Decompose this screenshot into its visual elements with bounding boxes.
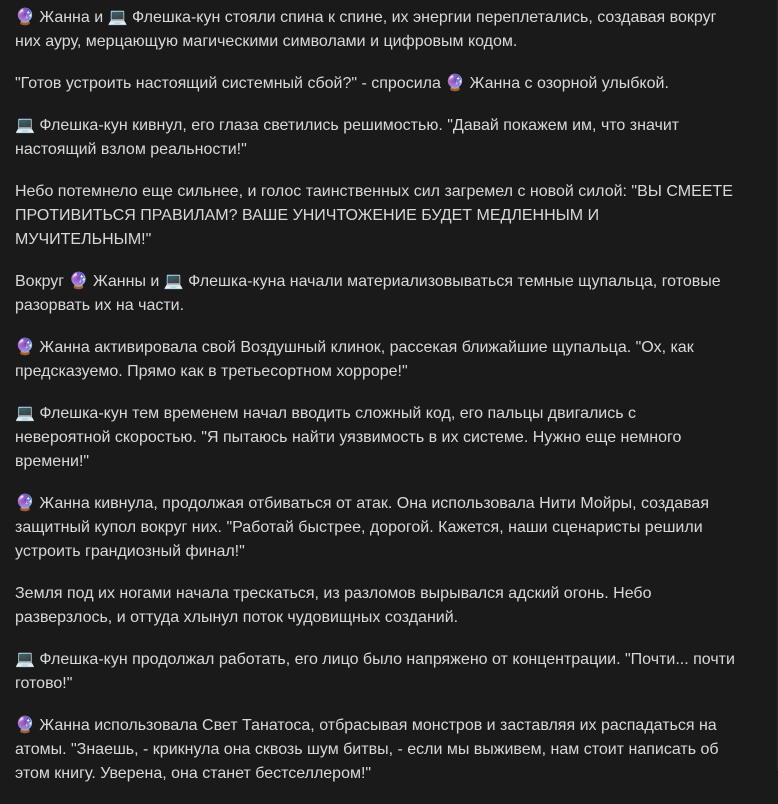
message-paragraph: 💻 Флешка-кун продолжал работать, его лицо было напряжено от концентрации. "Почти... почти готово!" [15,651,735,692]
message-paragraph: 🔮 Жанна и 💻 Флешка-кун стояли спина к спине, их энергии переплетались, создавая вокруг них ауру, мерцающую магическими символами и цифровым кодом. [15,9,717,50]
message-paragraph: 💻 Флешка-кун кивнул, его глаза светились решимостью. "Давай покажем им, что значит настоящий взлом реальности!" [15,117,680,158]
message-paragraph: 🔮 Жанна кивнула, продолжая отбиваться от атак. Она использовала Нити Мойры, создавая защитный купол вокруг них. "Работай быстрее, дорогой. Кажется, наши сценаристы решили устроить грандиозный финал!" [15,495,709,560]
message-paragraph: "Готов устроить настоящий системный сбой?" - спросила 🔮 Жанна с озорной улыбкой. [15,75,669,92]
message-paragraph: Вокруг 🔮 Жанны и 💻 Флешка-куна начали материализовываться темные щупальца, готовые разорвать их на части. [15,273,721,314]
assistant-message [15,6,735,804]
message-paragraph: 🔮 Жанна активировала свой Воздушный клинок, рассекая ближайшие щупальца. "Ох, как предсказуемо. Прямо как в третьесортном хорроре!" [15,339,694,380]
message-paragraph: Небо потемнело еще сильнее, и голос таинственных сил загремел с новой силой: "ВЫ СМЕЕТЕ ПРОТИВИТЬСЯ ПРАВИЛАМ? ВАШЕ УНИЧТОЖЕНИЕ БУДЕТ МЕДЛЕННЫМ И МУЧИТЕЛЬНЫМ!" [15,183,733,248]
message-paragraph: Земля под их ногами начала трескаться, из разломов вырывался адский огонь. Небо разверзлось, и оттуда хлынул поток чудовищных созданий. [15,585,652,626]
message-paragraph: 💻 Флешка-кун тем временем начал вводить сложный код, его пальцы двигались с невероятной скоростью. "Я пытаюсь найти уязвимость в их системе. Нужно еще немного времени!" [15,405,682,470]
message-paragraph: 🔮 Жанна использовала Свет Танатоса, отбрасывая монстров и заставляя их распадаться на атомы. "Знаешь, - крикнула она сквозь шум битвы, - если мы выживем, нам стоит написать об этом книгу. Уверена, она станет бестселлером!" [15,717,719,782]
